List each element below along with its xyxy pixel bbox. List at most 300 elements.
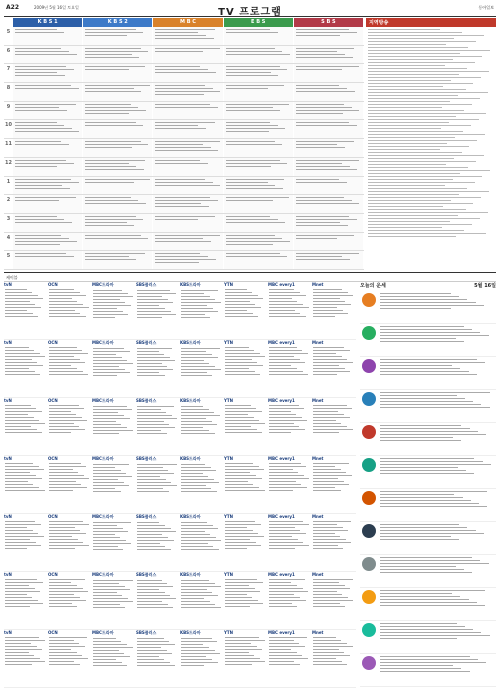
text-line [368, 47, 468, 48]
text-line [49, 637, 87, 638]
text-line [49, 432, 71, 433]
text-line [269, 405, 299, 406]
text-line [15, 75, 65, 76]
cable-channel-cell [92, 398, 135, 455]
horoscope-text [378, 654, 496, 686]
cable-row [4, 456, 356, 514]
text-line [181, 363, 209, 364]
text-line [137, 546, 165, 547]
program-cell [83, 64, 152, 82]
text-line [5, 475, 36, 476]
text-line [225, 374, 260, 375]
text-line [93, 421, 116, 422]
text-line [368, 89, 466, 90]
text-line [49, 524, 89, 525]
text-line [93, 607, 125, 608]
text-line [49, 481, 76, 482]
text-line [93, 302, 125, 303]
text-line [5, 661, 45, 662]
text-line [269, 414, 296, 415]
text-line [225, 405, 251, 406]
program-cell [13, 233, 82, 251]
text-line [296, 147, 345, 148]
hour-label: 11 [5, 141, 12, 148]
text-line [226, 160, 280, 161]
text-line [313, 664, 347, 665]
text-line [49, 545, 89, 546]
text-line [155, 235, 219, 236]
text-line [296, 182, 347, 183]
text-line [225, 472, 250, 473]
text-line [49, 530, 80, 531]
text-line [5, 527, 27, 528]
text-line [49, 490, 73, 491]
text-line [313, 420, 336, 421]
cable-channel-cell [312, 456, 355, 513]
text-line [296, 57, 353, 58]
text-line [181, 470, 216, 471]
program-cell [13, 251, 82, 269]
cable-channel-name: KBS드라마 [180, 398, 201, 403]
text-line [313, 371, 350, 372]
text-line [380, 599, 469, 600]
text-line [15, 222, 72, 223]
text-line [155, 91, 220, 92]
text-line [368, 128, 441, 129]
text-line [5, 466, 39, 467]
text-line [380, 506, 487, 507]
zodiac-icon [362, 524, 376, 538]
program-cell [13, 64, 82, 82]
text-line [49, 429, 85, 430]
text-line [137, 308, 165, 309]
cable-channel-name: OCN [48, 456, 58, 461]
text-line [137, 415, 172, 416]
text-line [313, 472, 346, 473]
text-line [380, 368, 460, 369]
program-cell [83, 251, 152, 269]
text-line [225, 408, 256, 409]
text-line [137, 406, 174, 407]
text-line [49, 527, 75, 528]
program-cell [153, 83, 222, 101]
text-line [368, 182, 475, 183]
text-line [380, 572, 472, 573]
text-line [137, 296, 162, 297]
text-line [226, 72, 271, 73]
cable-channel-name: tvN [4, 398, 12, 403]
text-line [49, 307, 89, 308]
text-line [15, 253, 66, 254]
program-cell [83, 158, 152, 176]
text-line [368, 215, 458, 216]
text-line [155, 197, 210, 198]
text-line [269, 362, 305, 363]
text-line [225, 521, 255, 522]
text-line [5, 548, 27, 549]
text-line [93, 473, 126, 474]
text-line [137, 360, 175, 361]
text-line [368, 188, 467, 189]
text-line [93, 311, 123, 312]
text-line [137, 424, 169, 425]
text-line [296, 141, 354, 142]
text-line [137, 305, 159, 306]
text-line [269, 463, 301, 464]
text-line [181, 485, 206, 486]
program-cell [83, 214, 152, 232]
text-line [49, 533, 86, 534]
text-line [49, 594, 74, 595]
text-line [296, 51, 338, 52]
horoscope-title: 오늘의 운세 [360, 283, 386, 289]
text-line [313, 432, 339, 433]
text-line [15, 107, 59, 108]
text-line [49, 350, 82, 351]
channel-kbs2: K B S 2 [83, 18, 152, 27]
text-line [181, 479, 214, 480]
cable-row [4, 398, 356, 456]
text-line [225, 295, 258, 296]
text-line [137, 467, 163, 468]
text-line [155, 238, 203, 239]
text-line [93, 647, 133, 648]
horoscope-text [378, 291, 496, 323]
text-line [296, 259, 350, 260]
text-line [85, 235, 140, 236]
text-line [93, 488, 115, 489]
text-line [368, 122, 449, 123]
text-line [225, 466, 259, 467]
text-line [296, 104, 344, 105]
text-line [296, 256, 342, 257]
text-line [137, 485, 177, 486]
text-line [226, 163, 288, 164]
text-line [269, 298, 292, 299]
program-cell [294, 102, 363, 120]
text-line [225, 527, 247, 528]
cable-channel-cell [268, 282, 311, 339]
program-cell [13, 195, 82, 213]
text-line [181, 659, 212, 660]
text-line [269, 637, 307, 638]
program-cell [224, 195, 293, 213]
text-line [5, 472, 30, 473]
text-line [5, 640, 45, 641]
text-line [93, 305, 131, 306]
text-line [226, 85, 285, 86]
text-line [380, 602, 477, 603]
program-cell [294, 120, 363, 138]
text-line [181, 543, 208, 544]
text-line [155, 163, 208, 164]
text-line [49, 521, 83, 522]
text-line [93, 537, 120, 538]
text-line [368, 161, 476, 162]
text-line [181, 601, 210, 602]
text-line [49, 542, 83, 543]
text-line [15, 131, 79, 132]
text-line [380, 359, 477, 360]
text-line [368, 146, 469, 147]
text-line [269, 350, 302, 351]
text-line [85, 57, 139, 58]
cable-channel-cell [4, 572, 47, 629]
cable-channel-name: MBC every1 [268, 630, 295, 635]
text-line [368, 206, 443, 207]
text-line [380, 593, 452, 594]
text-line [296, 29, 349, 30]
text-line [225, 365, 263, 366]
text-line [226, 128, 286, 129]
cable-channel-name: YTN [224, 630, 233, 635]
text-line [380, 407, 490, 408]
text-line [313, 597, 348, 598]
text-line [368, 221, 450, 222]
cable-channel-cell [92, 630, 135, 687]
text-line [137, 427, 175, 428]
text-line [313, 640, 341, 641]
program-cell [224, 120, 293, 138]
cable-row [4, 282, 356, 340]
text-line [225, 316, 258, 317]
text-line [225, 591, 260, 592]
cable-channel-cell [48, 398, 91, 455]
text-line [368, 71, 489, 72]
text-line [93, 641, 121, 642]
text-line [225, 658, 260, 659]
text-line [181, 293, 204, 294]
text-line [313, 475, 352, 476]
text-line [5, 301, 30, 302]
horoscope-text [378, 588, 496, 620]
text-line [15, 69, 74, 70]
text-line [5, 588, 35, 589]
text-line [93, 354, 116, 355]
horoscope-sign [360, 555, 496, 588]
text-line [225, 353, 260, 354]
text-line [181, 644, 203, 645]
text-line [368, 98, 480, 99]
text-line [155, 200, 217, 201]
cable-channel-name: OCN [48, 282, 58, 287]
text-line [313, 429, 353, 430]
text-line [5, 533, 38, 534]
text-line [93, 348, 124, 349]
text-line [5, 484, 33, 485]
cable-channel-cell [180, 456, 223, 513]
text-line [93, 522, 131, 523]
text-line [269, 591, 308, 592]
text-line [181, 354, 212, 355]
text-line [93, 351, 130, 352]
text-line [85, 144, 148, 145]
text-line [368, 65, 445, 66]
text-line [296, 216, 349, 217]
text-line [49, 655, 82, 656]
text-line [313, 487, 335, 488]
text-line [49, 304, 83, 305]
text-line [49, 368, 77, 369]
text-line [93, 296, 133, 297]
paper-name: 동아일보 [478, 5, 494, 10]
text-line [380, 434, 486, 435]
text-line [15, 141, 61, 142]
cable-channel-name: KBS드라마 [180, 282, 201, 287]
text-line [269, 423, 294, 424]
program-cell [153, 214, 222, 232]
cable-section-header [4, 272, 496, 282]
text-line [5, 295, 38, 296]
text-line [181, 534, 210, 535]
text-line [85, 91, 141, 92]
text-line [269, 658, 308, 659]
zodiac-icon [362, 392, 376, 406]
text-line [181, 540, 221, 541]
text-line [181, 290, 218, 291]
text-line [181, 317, 210, 318]
text-line [181, 638, 212, 639]
text-line [137, 656, 159, 657]
program-cell [294, 83, 363, 101]
text-line [181, 357, 218, 358]
text-line [49, 539, 78, 540]
text-line [137, 482, 171, 483]
text-line [85, 141, 140, 142]
text-line [225, 432, 262, 433]
text-line [296, 54, 345, 55]
text-line [368, 203, 473, 204]
text-line [296, 35, 340, 36]
text-line [226, 141, 275, 142]
text-line [225, 637, 259, 638]
text-line [137, 659, 164, 660]
text-line [380, 341, 464, 342]
text-line [269, 533, 306, 534]
cable-row [4, 572, 356, 630]
text-line [137, 531, 176, 532]
cable-channel-name: SBS플러스 [136, 340, 157, 345]
time-slot-row [4, 233, 364, 252]
program-cell [224, 27, 293, 45]
text-line [93, 314, 128, 315]
cable-channel-cell [4, 456, 47, 513]
zodiac-icon [362, 557, 376, 571]
text-line [313, 411, 338, 412]
text-line [313, 304, 351, 305]
cable-channel-name: OCN [48, 572, 58, 577]
text-line [380, 329, 472, 330]
text-line [49, 478, 89, 479]
cable-channel-name: YTN [224, 282, 233, 287]
text-line [226, 66, 280, 67]
text-line [181, 656, 206, 657]
text-line [181, 537, 216, 538]
text-line [225, 350, 254, 351]
text-line [225, 347, 249, 348]
text-line [313, 353, 336, 354]
text-line [181, 418, 206, 419]
text-line [269, 310, 295, 311]
text-line [181, 604, 215, 605]
text-line [226, 88, 268, 89]
text-line [137, 580, 162, 581]
cable-channel-cell [224, 282, 267, 339]
cable-channel-cell [180, 282, 223, 339]
text-line [313, 374, 337, 375]
text-line [368, 236, 456, 237]
text-line [368, 50, 490, 51]
text-line [269, 478, 309, 479]
text-line [313, 658, 336, 659]
text-line [49, 640, 74, 641]
text-line [15, 185, 62, 186]
text-line [49, 646, 85, 647]
text-line [226, 166, 271, 167]
cable-channel-name: KBS드라마 [180, 630, 201, 635]
text-line [368, 107, 442, 108]
text-line [181, 589, 207, 590]
text-line [137, 543, 160, 544]
text-line [296, 122, 349, 123]
cable-channel-name: Mnet [312, 398, 324, 403]
time-slot-row [4, 158, 364, 177]
text-line [269, 417, 302, 418]
text-line [269, 295, 306, 296]
text-line [380, 305, 484, 306]
text-line [226, 200, 273, 201]
text-line [368, 80, 451, 81]
text-line [137, 528, 171, 529]
text-line [380, 503, 479, 504]
text-line [85, 225, 134, 226]
text-line [49, 600, 86, 601]
text-line [93, 366, 119, 367]
text-line [5, 405, 31, 406]
text-line [5, 637, 39, 638]
cable-channel-name: tvN [4, 282, 12, 287]
text-line [313, 548, 343, 549]
text-line [225, 664, 252, 665]
text-line [380, 458, 474, 459]
text-line [225, 310, 247, 311]
text-line [93, 375, 117, 376]
text-line [5, 490, 45, 491]
text-line [368, 44, 446, 45]
text-line [269, 545, 309, 546]
text-line [137, 366, 167, 367]
horoscope-section [360, 282, 496, 687]
text-line [5, 408, 36, 409]
text-line [93, 290, 122, 291]
text-line [313, 408, 352, 409]
text-line [380, 392, 490, 393]
text-line [5, 603, 43, 604]
text-line [368, 56, 482, 57]
text-line [225, 536, 264, 537]
cable-channel-name: KBS드라마 [180, 572, 201, 577]
text-line [269, 426, 299, 427]
text-line [368, 119, 479, 120]
text-line [313, 298, 340, 299]
text-line [93, 589, 130, 590]
text-line [269, 304, 303, 305]
cable-channel-cell [268, 630, 311, 687]
text-line [269, 356, 294, 357]
text-line [85, 238, 148, 239]
text-line [15, 163, 74, 164]
horoscope-header [360, 282, 496, 291]
